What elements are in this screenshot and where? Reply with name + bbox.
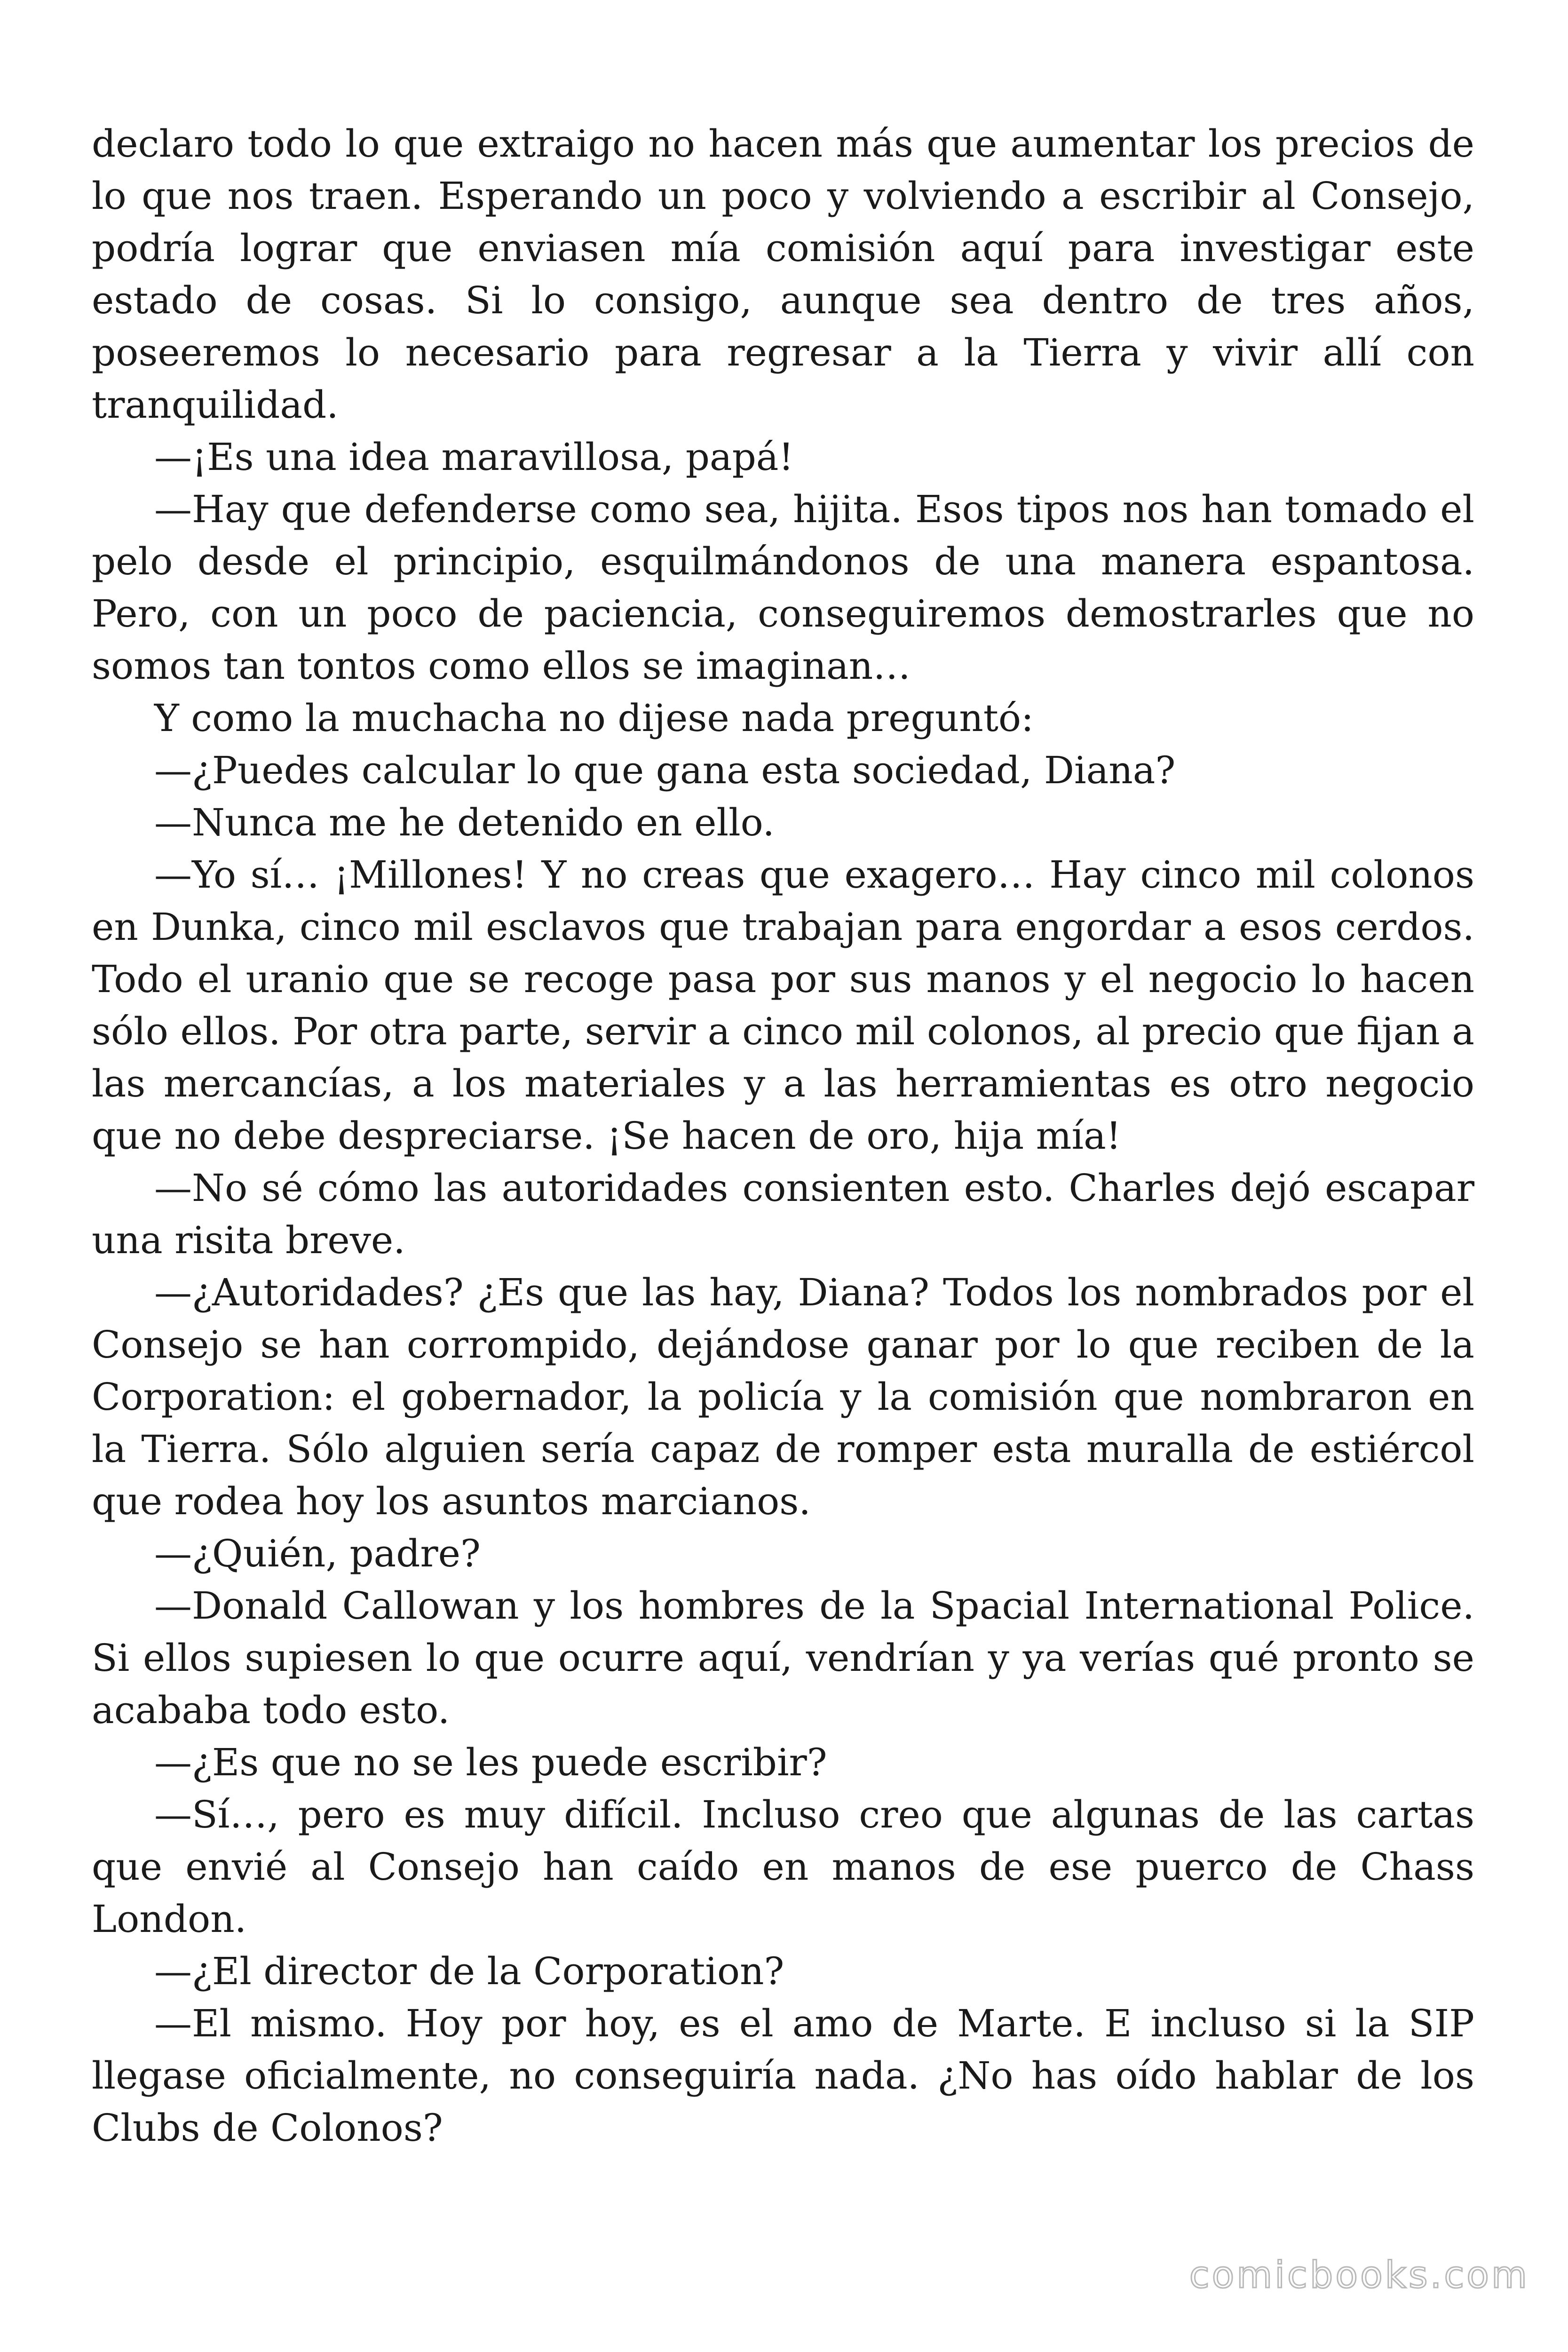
paragraph: —¿El director de la Corporation? (154, 1949, 784, 1993)
paragraph: —¿Es que no se les puede escribir? (154, 1740, 827, 1784)
paragraph: —¿Quién, padre? (154, 1532, 481, 1575)
paragraph: —Sí…, pero es muy difícil. Incluso creo que algunas de las cartas que envié al Consejo han caído en manos de ese puerco de Chass London. (92, 1793, 1474, 1941)
paragraph: —Hay que defenderse como sea, hijita. Esos tipos nos han tomado el pelo desde el principio, esquilmándonos de una manera espantosa. Pero, con un poco de paciencia, conseguiremos demostrarles que no somos tan tontos como ellos se imaginan… (92, 487, 1474, 688)
page-text (92, 118, 1474, 2154)
paragraph: —¿Autoridades? ¿Es que las hay, Diana? Todos los nombrados por el Consejo se han corrompido, dejándose ganar por lo que reciben de la Corporation: el gobernador, la policía y la comisión que nombraron en la Tierra. Sólo alguien sería capaz de romper esta muralla de estiércol que rodea hoy los asuntos marcianos. (92, 1271, 1474, 1523)
paragraph: Y como la muchacha no dijese nada preguntó: (154, 696, 1034, 740)
paragraph: —Donald Callowan y los hombres de la Spacial International Police. Si ellos supiesen lo que ocurre aquí, vendrían y ya verías qué pronto se acababa todo esto. (92, 1584, 1474, 1732)
paragraph: —No sé cómo las autoridades consienten esto. Charles dejó escapar una risita breve. (92, 1166, 1474, 1262)
paragraph: —Nunca me he detenido en ello. (154, 801, 775, 844)
paragraph: —¡Es una idea maravillosa, papá! (154, 435, 794, 479)
watermark: comicbooks.com (1189, 2254, 1529, 2296)
paragraph: —Yo sí… ¡Millones! Y no creas que exagero… Hay cinco mil colonos en Dunka, cinco mil esclavos que trabajan para engordar a esos cerdos. Todo el uranio que se recoge pasa por sus manos y el negocio lo hacen sólo ellos. Por otra parte, servir a cinco mil colonos, al precio que fijan a las mercancías, a los materiales y a las herramientas es otro negocio que no debe despreciarse. ¡Se hacen de oro, hija mía! (92, 853, 1474, 1158)
paragraph: declaro todo lo que extraigo no hacen más que aumentar los precios de lo que nos traen. Esperando un poco y volviendo a escribir al Consejo, podría lograr que enviasen mía comisión aquí para investigar este estado de cosas. Si lo consigo, aunque sea dentro de tres años, poseeremos lo necesario para regresar a la Tierra y vivir allí con tranquilidad. (92, 122, 1474, 427)
paragraph: —¿Puedes calcular lo que gana esta sociedad, Diana? (154, 748, 1176, 792)
paragraph: —El mismo. Hoy por hoy, es el amo de Marte. E incluso si la SIP llegase oficialmente, no conseguiría nada. ¿No has oído hablar de los Clubs de Colonos? (92, 2002, 1474, 2150)
